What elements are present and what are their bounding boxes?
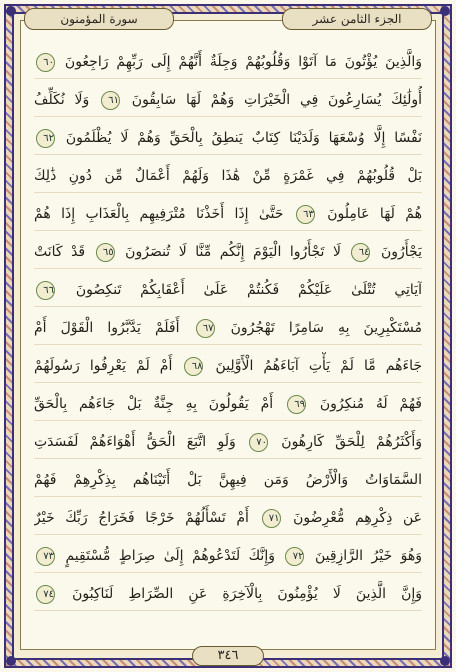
verse-text: هُمْ لَهَا عَامِلُونَ bbox=[327, 206, 422, 222]
verse-line bbox=[34, 466, 422, 494]
verse-text: فَهُمْ لَهُ مُنكِرُونَ bbox=[319, 396, 422, 412]
verse-text: آيَاتِي تُتْلَىٰ عَلَيْكُمْ فَكُنتُمْ عَلَىٰ أَعْقَابِكُمْ تَنكِصُونَ bbox=[75, 282, 422, 298]
ayah-number-marker: ٦١ bbox=[101, 91, 120, 110]
verse-line bbox=[34, 390, 422, 418]
verse-text: عَن ذِكْرِهِم مُّعْرِضُونَ bbox=[293, 510, 422, 526]
verse-text: وَلَوِ اتَّبَعَ الْحَقُّ أَهْوَاءَهُمْ لَفَسَدَتِ bbox=[34, 434, 236, 450]
line-rule bbox=[34, 78, 422, 79]
line-rule bbox=[34, 230, 422, 231]
line-rule bbox=[34, 534, 422, 535]
verse-text: أَفَلَمْ يَدَّبَّرُوا الْقَوْلَ أَمْ bbox=[34, 320, 180, 336]
corner-ornament bbox=[6, 656, 16, 666]
line-rule bbox=[34, 496, 422, 497]
verse-text: وَلَا نُكَلِّفُ bbox=[34, 92, 90, 108]
ayah-number-marker: ٦٨ bbox=[184, 357, 203, 376]
verse-text: جَاءَهُم مَّا لَمْ يَأْتِ آبَاءَهُمُ الْأَوَّلِينَ bbox=[215, 358, 422, 374]
verse-text: السَّمَاوَاتُ وَالْأَرْضُ وَمَن فِيهِنَّ بَلْ أَتَيْنَاهُم بِذِكْرِهِمْ فَهُمْ bbox=[34, 472, 422, 488]
ayah-number-marker: ٧١ bbox=[262, 509, 281, 528]
verse-line bbox=[34, 542, 422, 570]
ayah-number-marker: ٦٣ bbox=[296, 205, 315, 224]
ayah-number-marker: ٦٧ bbox=[196, 319, 215, 338]
corner-ornament bbox=[440, 6, 450, 16]
line-rule bbox=[34, 458, 422, 459]
verse-text: وَالَّذِينَ يُؤْتُونَ مَا آتَوْا وَقُلُوبُهُمْ وَجِلَةٌ أَنَّهُمْ إِلَى رَبِّهِمْ رَاجِعُونَ bbox=[64, 54, 422, 70]
line-rule bbox=[34, 344, 422, 345]
verse-line bbox=[34, 276, 422, 304]
line-rule bbox=[34, 116, 422, 117]
ayah-number-marker: ٦٤ bbox=[351, 243, 370, 262]
ayah-number-marker: ٧٢ bbox=[285, 547, 304, 566]
ayah-number-marker: ٧٠ bbox=[249, 433, 268, 452]
verse-line bbox=[34, 504, 422, 532]
verse-text: أَمْ يَقُولُونَ بِهِ جِنَّةٌ بَلْ جَاءَهُم بِالْحَقِّ bbox=[34, 396, 274, 412]
page-number: ٣٤٦ bbox=[192, 646, 264, 666]
line-rule bbox=[34, 192, 422, 193]
verse-line bbox=[34, 200, 422, 228]
verse-line bbox=[34, 124, 422, 152]
verse-text: وَإِنَّ الَّذِينَ لَا يُؤْمِنُونَ بِالْآخِرَةِ عَنِ الصِّرَاطِ لَنَاكِبُونَ bbox=[72, 586, 422, 602]
quran-text-block bbox=[34, 44, 422, 618]
line-rule bbox=[34, 382, 422, 383]
ayah-number-marker: ٦٢ bbox=[36, 129, 55, 148]
ayah-number-marker: ٦٦ bbox=[36, 281, 55, 300]
verse-text: حَتَّىٰ إِذَا أَخَذْنَا مُتْرَفِيهِم بِالْعَذَابِ إِذَا هُمْ bbox=[34, 206, 284, 222]
verse-text: وَأَكْثَرُهُمْ لِلْحَقِّ كَارِهُونَ bbox=[281, 434, 422, 450]
corner-ornament bbox=[440, 656, 450, 666]
corner-ornament bbox=[6, 6, 16, 16]
page-header bbox=[22, 8, 434, 32]
ayah-number-marker: ٧٣ bbox=[36, 547, 55, 566]
verse-line bbox=[34, 48, 422, 76]
line-rule bbox=[34, 154, 422, 155]
ayah-number-marker: ٦٩ bbox=[287, 395, 306, 414]
verse-line bbox=[34, 238, 422, 266]
verse-text: أَمْ تَسْأَلُهُمْ خَرْجًا فَخَرَاجُ رَبِّكَ خَيْرٌ bbox=[34, 510, 249, 526]
verse-text: قَدْ كَانَتْ bbox=[34, 244, 86, 260]
verse-line bbox=[34, 314, 422, 342]
verse-text: وَإِنَّكَ لَتَدْعُوهُمْ إِلَىٰ صِرَاطٍ مُّسْتَقِيمٍ bbox=[65, 548, 275, 564]
ayah-number-marker: ٦٥ bbox=[96, 243, 115, 262]
verse-text: أَمْ لَمْ يَعْرِفُوا رَسُولَهُمْ bbox=[34, 358, 173, 374]
line-rule bbox=[34, 420, 422, 421]
surah-name-label: سورة المؤمنون bbox=[24, 8, 174, 30]
verse-line bbox=[34, 352, 422, 380]
verse-text: وَهُوَ خَيْرُ الرَّازِقِينَ bbox=[314, 548, 422, 564]
verse-line bbox=[34, 580, 422, 608]
line-rule bbox=[34, 306, 422, 307]
verse-text: أُولَٰئِكَ يُسَارِعُونَ فِي الْخَيْرَاتِ وَهُمْ لَهَا سَابِقُونَ bbox=[131, 92, 422, 108]
verse-line bbox=[34, 86, 422, 114]
ayah-number-marker: ٦٠ bbox=[36, 53, 55, 72]
ayah-number-marker: ٧٤ bbox=[36, 585, 55, 604]
verse-text: مُسْتَكْبِرِينَ بِهِ سَامِرًا تَهْجُرُونَ bbox=[230, 320, 422, 336]
verse-text: بَلْ قُلُوبُهُمْ فِي غَمْرَةٍ مِّنْ هَٰذَا وَلَهُمْ أَعْمَالٌ مِّن دُونِ ذَٰلِكَ bbox=[34, 168, 422, 184]
verse-text: يَجْأَرُونَ bbox=[380, 244, 422, 260]
verse-text: لَا تَجْأَرُوا الْيَوْمَ إِنَّكُم مِّنَّا لَا تُنصَرُونَ bbox=[125, 244, 341, 260]
verse-line bbox=[34, 428, 422, 456]
line-rule bbox=[34, 610, 422, 611]
line-rule bbox=[34, 572, 422, 573]
verse-line bbox=[34, 162, 422, 190]
verse-text: نَفْسًا إِلَّا وُسْعَهَا وَلَدَيْنَا كِتَابٌ يَنطِقُ بِالْحَقِّ وَهُمْ لَا يُظْلَمُونَ bbox=[65, 130, 422, 146]
line-rule bbox=[34, 268, 422, 269]
juz-label: الجزء الثامن عشر bbox=[282, 8, 432, 30]
